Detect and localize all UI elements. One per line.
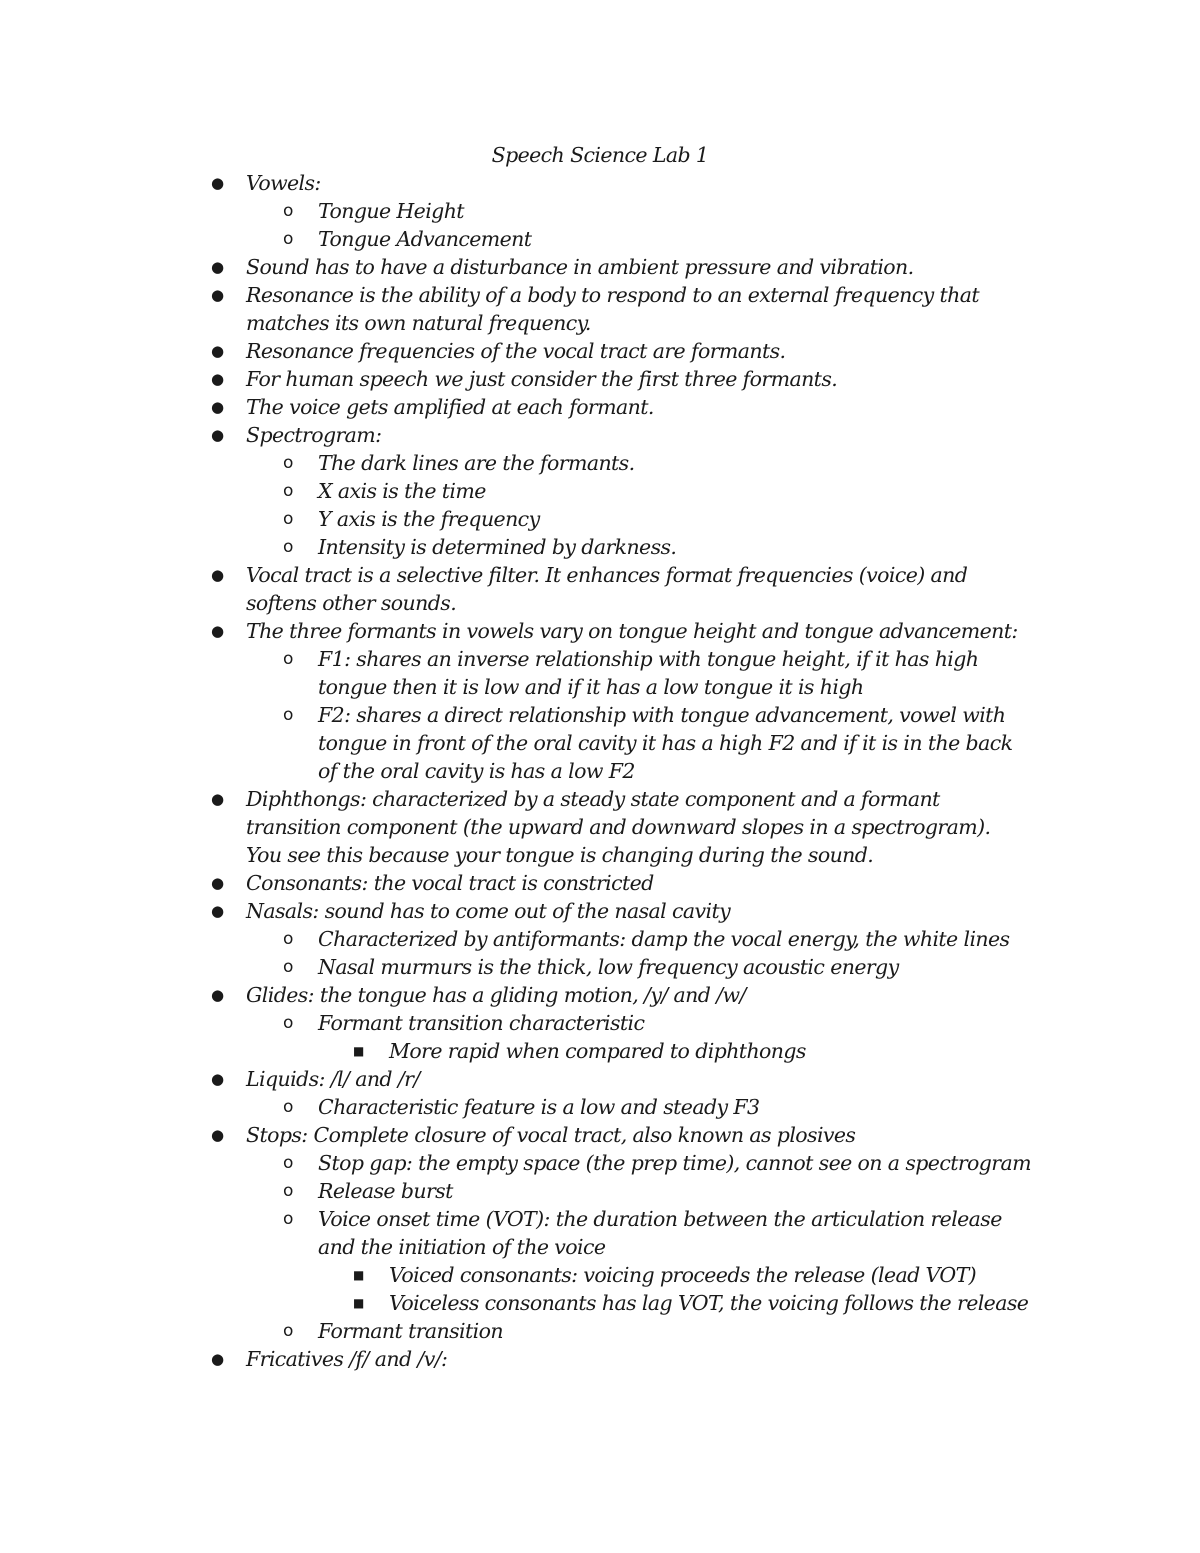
list-item-text: Release burst (318, 1179, 453, 1203)
list-item-text: Tongue Advancement (318, 227, 532, 251)
bullet-icon: ● (211, 286, 224, 304)
list-item (0, 897, 1200, 925)
list-item-text: Diphthongs: characterized by a steady state component and a formant (246, 787, 940, 811)
document-title: Speech Science Lab 1 (491, 143, 709, 167)
list-item-text: Vocal tract is a selective filter. It enhances format frequencies (voice) and (246, 563, 968, 587)
list-item-text: Fricatives /f/ and /v/: (246, 1347, 448, 1371)
list-item (0, 393, 1200, 421)
list-item (0, 449, 1200, 477)
list-item-text: Spectrogram: (246, 423, 382, 447)
circle-bullet-icon: o (283, 453, 293, 473)
list-item-text: tongue in front of the oral cavity it has a high F2 and if it is in the back (318, 731, 1013, 755)
list-item (0, 505, 1200, 533)
list-item-text: Resonance frequencies of the vocal tract are formants. (246, 339, 786, 363)
list-item (0, 197, 1200, 225)
list-item (0, 1317, 1200, 1345)
circle-bullet-icon: o (283, 1013, 293, 1033)
list-item (0, 477, 1200, 505)
circle-bullet-icon: o (283, 929, 293, 949)
circle-bullet-icon: o (283, 1209, 293, 1229)
list-item-text: The voice gets amplified at each formant. (246, 395, 654, 419)
list-item-text: Stops: Complete closure of vocal tract, also known as plosives (246, 1123, 856, 1147)
bullet-icon: ● (211, 426, 224, 444)
list-item (0, 281, 1200, 337)
list-item-text: Nasals: sound has to come out of the nasal cavity (246, 899, 731, 923)
bullet-icon: ● (211, 258, 224, 276)
list-item (0, 533, 1200, 561)
list-item (0, 617, 1200, 645)
bullet-icon: ● (211, 986, 224, 1004)
bullet-icon: ● (211, 622, 224, 640)
list-item-text: You see this because your tongue is changing during the sound. (246, 843, 874, 867)
list-item (0, 1065, 1200, 1093)
list-item (0, 365, 1200, 393)
list-item-text: Y axis is the frequency (318, 507, 540, 531)
list-item-text: Characteristic feature is a low and steady F3 (318, 1095, 760, 1119)
square-bullet-icon: ■ (353, 1268, 364, 1282)
bullet-icon: ● (211, 1126, 224, 1144)
list-item (0, 1205, 1200, 1261)
square-bullet-icon: ■ (353, 1044, 364, 1058)
circle-bullet-icon: o (283, 509, 293, 529)
list-item-text: The dark lines are the formants. (318, 451, 635, 475)
bullet-icon: ● (211, 874, 224, 892)
bullet-icon: ● (211, 174, 224, 192)
list-item-text: of the oral cavity is has a low F2 (318, 759, 635, 783)
circle-bullet-icon: o (283, 705, 293, 725)
circle-bullet-icon: o (283, 229, 293, 249)
circle-bullet-icon: o (283, 1153, 293, 1173)
list-item-text: The three formants in vowels vary on tongue height and tongue advancement: (246, 619, 1018, 643)
list-item-text: More rapid when compared to diphthongs (389, 1039, 806, 1063)
list-item (0, 1121, 1200, 1149)
list-item (0, 1177, 1200, 1205)
list-item (0, 785, 1200, 869)
square-bullet-icon: ■ (353, 1296, 364, 1310)
circle-bullet-icon: o (283, 957, 293, 977)
bullet-icon: ● (211, 1070, 224, 1088)
list-item (0, 981, 1200, 1009)
list-item-text: Consonants: the vocal tract is constricted (246, 871, 654, 895)
bullet-icon: ● (211, 398, 224, 416)
list-item-text: For human speech we just consider the first three formants. (246, 367, 838, 391)
list-item-text: Stop gap: the empty space (the prep time), cannot see on a spectrogram (318, 1151, 1031, 1175)
circle-bullet-icon: o (283, 1321, 293, 1341)
list-item-text: Sound has to have a disturbance in ambient pressure and vibration. (246, 255, 914, 279)
list-item (0, 1149, 1200, 1177)
list-item (0, 925, 1200, 953)
circle-bullet-icon: o (283, 481, 293, 501)
list-item-text: Formant transition characteristic (318, 1011, 645, 1035)
bullet-icon: ● (211, 370, 224, 388)
list-item-text: Characterized by antiformants: damp the vocal energy, the white lines (318, 927, 1010, 951)
list-item-text: Formant transition (318, 1319, 503, 1343)
list-item-text: Tongue Height (318, 199, 464, 223)
list-item-text: X axis is the time (318, 479, 486, 503)
list-item (0, 421, 1200, 449)
list-item-text: Liquids: /l/ and /r/ (246, 1067, 420, 1091)
circle-bullet-icon: o (283, 649, 293, 669)
list-item-text: Vowels: (246, 171, 321, 195)
list-item-text: and the initiation of the voice (318, 1235, 606, 1259)
list-item-text: matches its own natural frequency. (246, 311, 591, 335)
bullet-icon: ● (211, 790, 224, 808)
list-item (0, 645, 1200, 701)
list-item-text: F1: shares an inverse relationship with tongue height, if it has high (318, 647, 979, 671)
list-item (0, 1009, 1200, 1037)
list-item (0, 169, 1200, 197)
list-item (0, 869, 1200, 897)
list-item-text: Glides: the tongue has a gliding motion, /y/ and /w/ (246, 983, 746, 1007)
list-item (0, 1093, 1200, 1121)
list-item-text: Voiceless consonants has lag VOT, the voicing follows the release (389, 1291, 1029, 1315)
list-item-text: Voice onset time (VOT): the duration between the articulation release (318, 1207, 1002, 1231)
list-item-text: softens other sounds. (246, 591, 457, 615)
bullet-icon: ● (211, 342, 224, 360)
list-item (0, 953, 1200, 981)
circle-bullet-icon: o (283, 1097, 293, 1117)
bullet-icon: ● (211, 566, 224, 584)
list-item (0, 1289, 1200, 1317)
list-item (0, 561, 1200, 617)
bullet-icon: ● (211, 1350, 224, 1368)
list-item (0, 1345, 1200, 1373)
circle-bullet-icon: o (283, 537, 293, 557)
list-item-text: F2: shares a direct relationship with tongue advancement, vowel with (318, 703, 1006, 727)
list-item-text: Resonance is the ability of a body to respond to an external frequency that (246, 283, 979, 307)
list-item-text: Intensity is determined by darkness. (318, 535, 677, 559)
circle-bullet-icon: o (283, 1181, 293, 1201)
list-item (0, 701, 1200, 785)
list-item (0, 253, 1200, 281)
list-item (0, 225, 1200, 253)
list-item-text: transition component (the upward and downward slopes in a spectrogram). (246, 815, 991, 839)
bullet-icon: ● (211, 902, 224, 920)
notes-list (0, 169, 1200, 1373)
list-item-text: Voiced consonants: voicing proceeds the release (lead VOT) (389, 1263, 977, 1287)
list-item-text: Nasal murmurs is the thick, low frequency acoustic energy (318, 955, 899, 979)
list-item (0, 337, 1200, 365)
circle-bullet-icon: o (283, 201, 293, 221)
list-item (0, 1037, 1200, 1065)
list-item-text: tongue then it is low and if it has a low tongue it is high (318, 675, 864, 699)
list-item (0, 1261, 1200, 1289)
